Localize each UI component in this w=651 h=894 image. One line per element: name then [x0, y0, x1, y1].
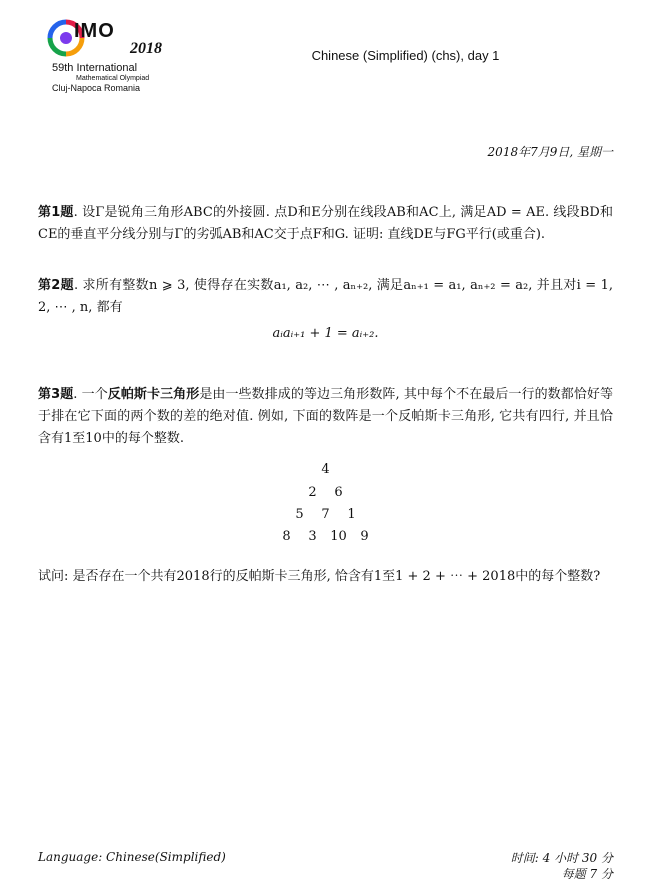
- problem-3-label: 第3题: [38, 387, 74, 402]
- logo-year: 2018: [130, 40, 162, 57]
- language-label: Language: Chinese(Simplified): [38, 850, 226, 864]
- triangle-cell: 10: [330, 529, 347, 544]
- triangle-cell: 9: [360, 529, 369, 544]
- triangle-row: [0, 507, 651, 522]
- time-limit: 时间: 4 小时 30 分: [510, 851, 613, 865]
- problem-2: [38, 275, 613, 319]
- triangle-cell: 4: [321, 462, 330, 477]
- points-per-problem: 每题 7 分: [561, 867, 613, 881]
- triangle-cell: 1: [347, 507, 356, 522]
- triangle-cell: 8: [282, 529, 291, 544]
- problem-3-term: 反帕斯卡三角形: [107, 387, 200, 402]
- logo-line-2: Mathematical Olympiad: [76, 75, 150, 82]
- triangle-cell: 5: [295, 507, 304, 522]
- logo-word: IMO: [74, 20, 115, 42]
- problem-3-question: 试问: 是否存在一个共有2018行的反帕斯卡三角形, 恰含有1至1 + 2 + ⋯ + 2018中的每个整数?: [38, 569, 601, 584]
- problem-3: [38, 384, 613, 450]
- exam-info: [511, 850, 613, 882]
- page-header: Chinese (Simplified) (chs), day 1: [311, 48, 500, 63]
- problem-1-label: 第1题: [38, 205, 74, 220]
- problem-3-text: 是由一些数排成的等边三角形数阵, 其中每个不在最后一行的数都恰好等于排在它下面的两个数的差的绝对值. 例如, 下面的数阵是一个反帕斯卡三角形, 它共有四行, 并且恰含有1至10中的每个整数.: [38, 387, 613, 446]
- triangle-row: [0, 485, 651, 500]
- problem-2-label: 第2题: [38, 278, 74, 293]
- triangle-cell: 7: [321, 507, 330, 522]
- exam-date: 2018年7月9日, 星期一: [487, 145, 613, 159]
- triangle-cell: 6: [334, 485, 343, 500]
- triangle-cell: 2: [308, 485, 317, 500]
- logo-line-3: Cluj-Napoca Romania: [52, 83, 141, 93]
- problem-1: [38, 202, 613, 246]
- problem-1-text: . 设Γ是锐角三角形ABC的外接圆. 点D和E分别在线段AB和AC上, 满足AD = AE. 线段BD和CE的垂直平分线分别与Γ的劣弧AB和AC交于点F和G. 证明: 直线DE与FG平行(或重合).: [38, 205, 613, 242]
- logo-line-1: 59th International: [52, 62, 138, 74]
- problem-2-text: . 求所有整数n ⩾ 3, 使得存在实数a₁, a₂, ⋯ , aₙ₊₂, 满足aₙ₊₁ = a₁, aₙ₊₂ = a₂, 并且对i = 1, 2, ⋯ , n, 都有: [38, 278, 613, 315]
- problem-2-formula: aᵢaᵢ₊₁ + 1 = aᵢ₊₂.: [272, 326, 379, 341]
- triangle-row: [0, 462, 651, 477]
- problem-3-pre: . 一个: [73, 387, 108, 402]
- triangle-cell: 3: [308, 529, 317, 544]
- triangle-row: [0, 529, 651, 544]
